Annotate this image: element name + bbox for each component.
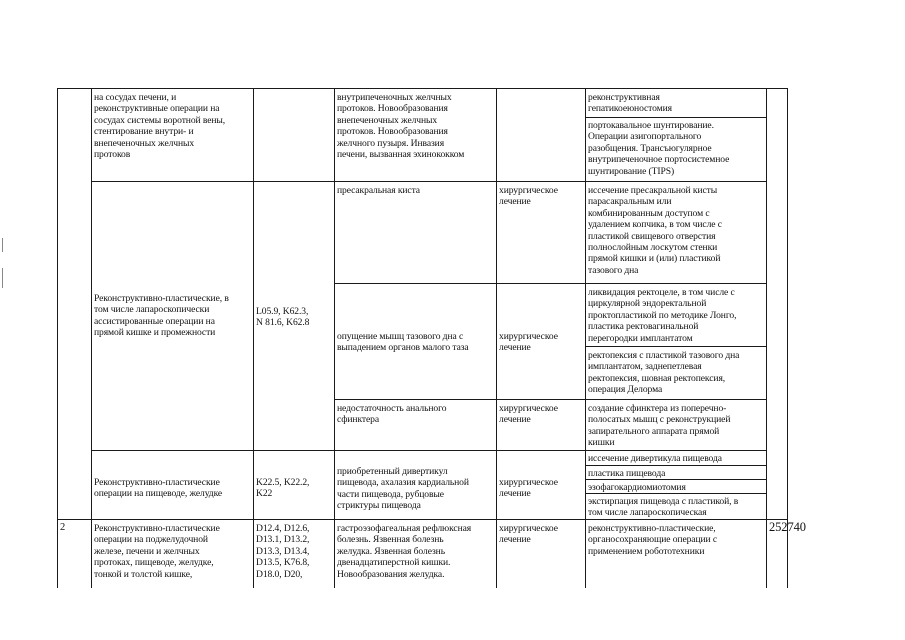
row-d-number: 2 bbox=[60, 522, 66, 533]
row-b1-treatment: хирургическое лечение bbox=[499, 185, 558, 208]
row-c-method-2: пластика пищевода bbox=[588, 468, 666, 479]
row-divider bbox=[91, 181, 766, 182]
row-divider bbox=[585, 465, 766, 466]
row-c-method-4: экстирпация пищевода с пластикой, в том числе лапароскопическая bbox=[588, 496, 739, 519]
row-c-codes: K22.5, K22.2, K22 bbox=[256, 477, 310, 500]
row-divider bbox=[585, 346, 766, 347]
row-b1-method: иссечение пресакральной кисты парасакральным или комбинированным доступом с удалением копчика, в том числе с пластикой свищевого отверстия полнослойным лоскутом стенки прямой кишки и (или) пластикой тазового дна bbox=[588, 185, 722, 276]
row-b1-diagnosis: пресакральная киста bbox=[337, 185, 420, 196]
row-d-codes: D12.4, D12.6, D13.1, D13.2, D13.3, D13.4, D13.5, K76.8, D18.0, D20, bbox=[256, 523, 310, 580]
row-b-codes: L05.9, K62.3, N 81.6, K62.8 bbox=[256, 306, 310, 329]
row-c-method-1: иссечение дивертикула пищевода bbox=[588, 453, 722, 464]
column-divider bbox=[766, 88, 767, 588]
row-d-name: Реконструктивно-пластические операции на поджелудочной железе, печени и желчных протоках, пищеводе, желудке, тонкой и толстой кишке, bbox=[94, 523, 220, 580]
scan-edge-mark bbox=[2, 268, 3, 288]
row-d-method: реконструктивно-пластические, органосохраняющие операции с применением робототехники bbox=[588, 523, 718, 557]
row-b2-method-1: ликвидация ректоцеле, в том числе с циркулярной эндоректальной проктопластикой по методике Лонго, пластика ректовагинальной перегородки имплантатом bbox=[588, 287, 737, 344]
column-divider bbox=[253, 88, 254, 588]
column-divider bbox=[91, 88, 92, 588]
row-a-method-2: портокавальное шунтирование. Операции азигопортального разобщения. Трансъюгулярное внутрипеченочное портосистемное шунтирование (TIPS) bbox=[588, 120, 730, 177]
row-a-method-1: реконструктивная гепатикоеюностомия bbox=[588, 92, 672, 115]
table-right-border bbox=[787, 88, 788, 588]
row-b2-treatment: хирургическое лечение bbox=[499, 331, 558, 354]
row-b-name: Реконструктивно-пластические, в том числе лапароскопически ассистированные операции на прямой кишке и промежности bbox=[94, 293, 229, 339]
row-c-method-3: эзофагокардиомиотомия bbox=[588, 482, 686, 493]
column-divider bbox=[585, 88, 586, 588]
row-d-cost: 252740 bbox=[769, 520, 806, 534]
table-top-border bbox=[57, 88, 787, 89]
row-a-name: на сосудах печени, и реконструктивные операции на сосудах системы воротной вены, стентирование внутри- и внепеченочных желчных протоков bbox=[94, 92, 226, 161]
row-c-diagnosis: приобретенный дивертикул пищевода, ахалазия кардиальной части пищевода, рубцовые стриктуры пищевода bbox=[337, 466, 469, 512]
row-d-diagnosis: гастроэзофагеальная рефлюксная болезнь. Язвенная болезнь желудка. Язвенная болезнь двенадцатиперстной кишки. Новообразования желудка. bbox=[337, 523, 472, 580]
row-divider bbox=[334, 399, 766, 400]
column-divider bbox=[334, 88, 335, 588]
row-divider bbox=[334, 283, 766, 284]
scan-edge-mark bbox=[2, 238, 3, 252]
row-d-treatment: хирургическое лечение bbox=[499, 523, 558, 546]
row-b3-method: создание сфинктера из поперечно- полосатых мышц с реконструкцией запирательного аппарата прямой кишки bbox=[588, 403, 731, 449]
column-divider bbox=[57, 88, 58, 588]
row-b3-diagnosis: недостаточность анального сфинктера bbox=[337, 403, 447, 426]
row-divider bbox=[585, 117, 766, 118]
row-b2-diagnosis: опущение мышц тазового дна с выпадением органов малого таза bbox=[337, 331, 469, 354]
row-b3-treatment: хирургическое лечение bbox=[499, 403, 558, 426]
column-divider bbox=[496, 88, 497, 588]
row-divider bbox=[91, 450, 766, 451]
row-divider bbox=[57, 519, 787, 520]
row-c-name: Реконструктивно-пластические операции на пищеводе, желудке bbox=[94, 477, 223, 500]
row-b2-method-2: ректопексия с пластикой тазового дна имплантатом, заднепетлевая ректопексия, шовная ректопексия, операция Делорма bbox=[588, 350, 740, 396]
row-a-diagnosis: внутрипеченочных желчных протоков. Новообразования внепеченочных желчных протоков. Новообразования желчного пузыря. Инвазия печени, вызванная эхинококком bbox=[337, 92, 465, 161]
row-c-treatment: хирургическое лечение bbox=[499, 477, 558, 500]
